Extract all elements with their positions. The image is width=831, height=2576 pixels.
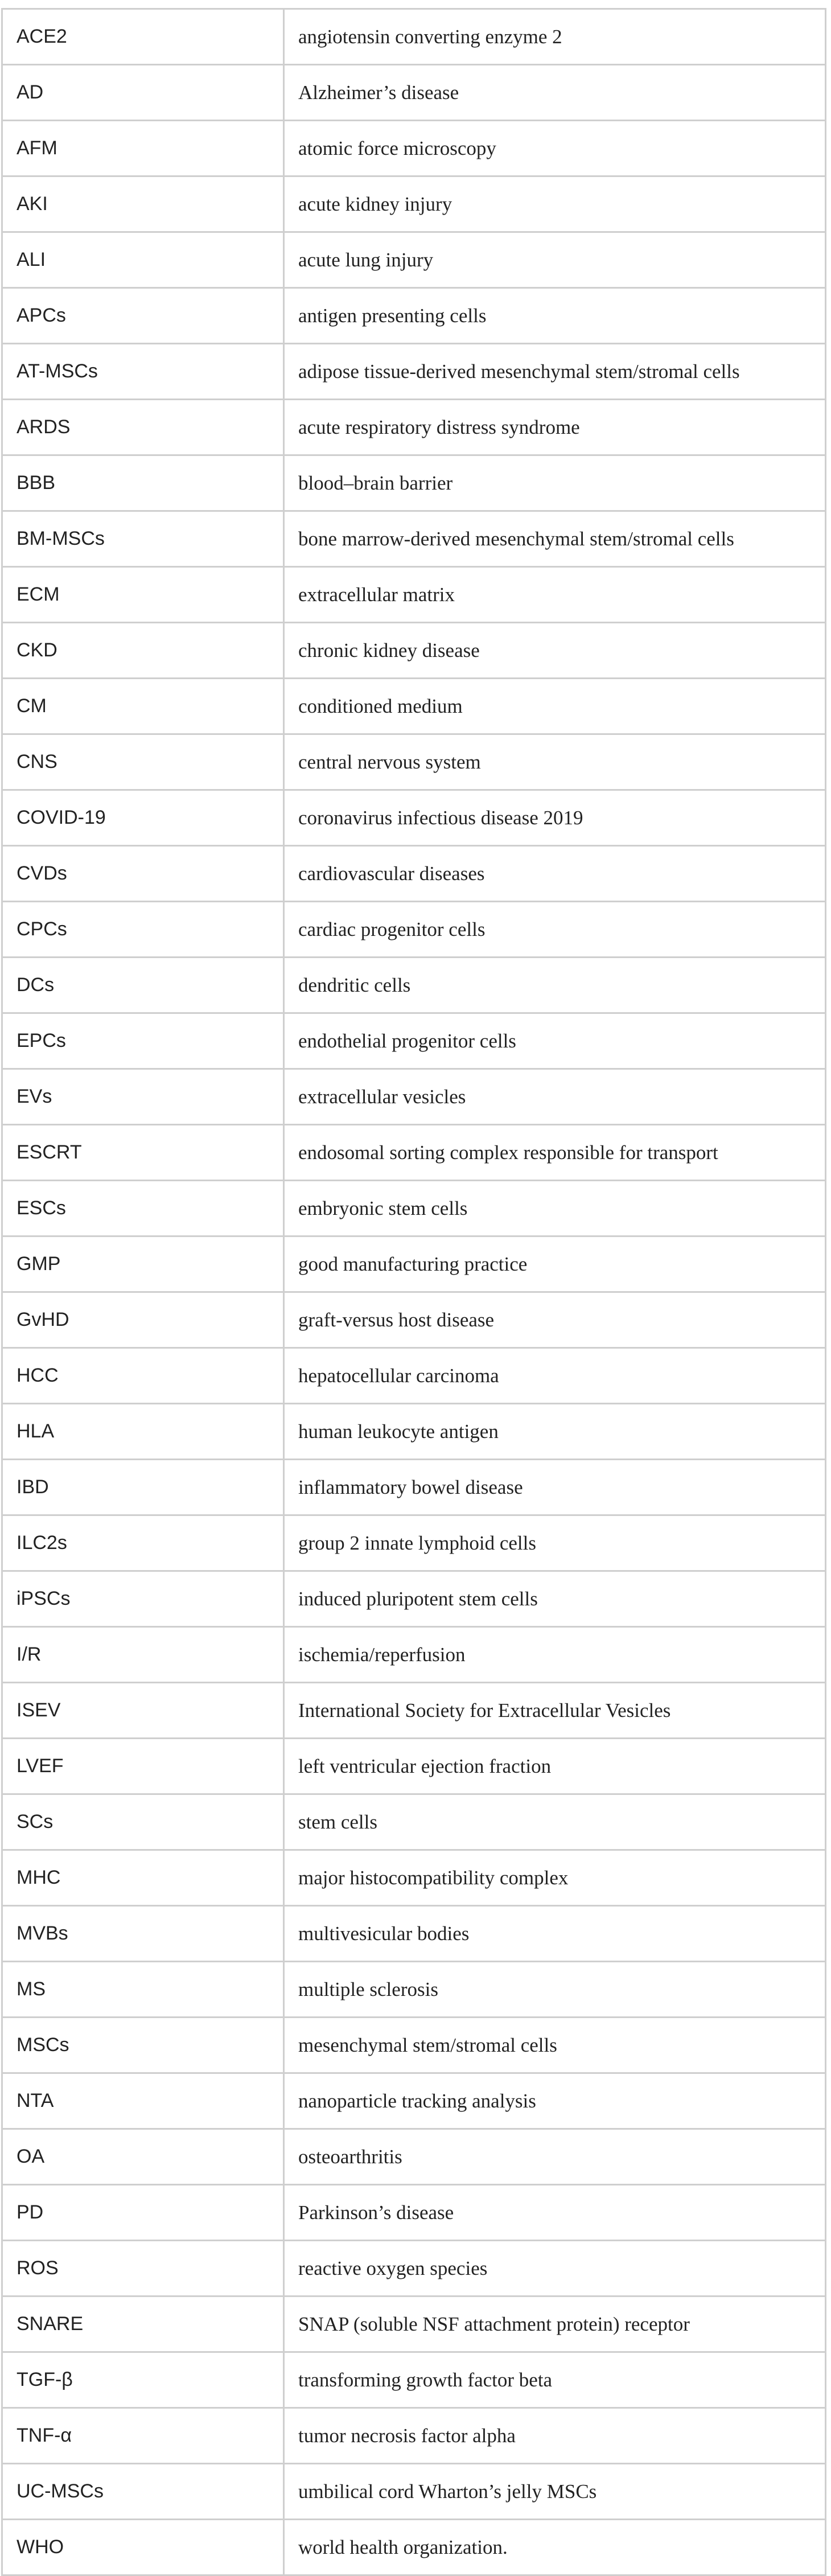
abbreviation-cell: TNF-α — [2, 2408, 284, 2464]
abbreviation-cell: ACE2 — [2, 9, 284, 65]
definition-cell: endosomal sorting complex responsible for transport — [284, 1125, 826, 1181]
abbreviation-cell: AD — [2, 65, 284, 121]
abbreviation-cell: COVID-19 — [2, 790, 284, 846]
abbreviations-table-body — [2, 9, 826, 2575]
table-row — [2, 1571, 826, 1627]
abbreviation-cell: PD — [2, 2185, 284, 2241]
table-row — [2, 65, 826, 121]
table-row — [2, 511, 826, 567]
abbreviation-cell: CM — [2, 679, 284, 734]
abbreviation-cell: SCs — [2, 1794, 284, 1850]
table-row — [2, 2520, 826, 2575]
definition-cell: reactive oxygen species — [284, 2241, 826, 2296]
definition-cell: graft-versus host disease — [284, 1292, 826, 1348]
table-row — [2, 679, 826, 734]
definition-cell: induced pluripotent stem cells — [284, 1571, 826, 1627]
definition-cell: ischemia/reperfusion — [284, 1627, 826, 1683]
abbreviation-cell: EPCs — [2, 1013, 284, 1069]
table-row — [2, 344, 826, 400]
definition-cell: extracellular vesicles — [284, 1069, 826, 1125]
abbreviation-cell: WHO — [2, 2520, 284, 2575]
abbreviation-cell: UC-MSCs — [2, 2464, 284, 2520]
definition-cell: major histocompatibility complex — [284, 1850, 826, 1906]
table-row — [2, 790, 826, 846]
definition-cell: atomic force microscopy — [284, 121, 826, 176]
definition-cell: acute kidney injury — [284, 176, 826, 232]
table-row — [2, 1739, 826, 1794]
table-row — [2, 2408, 826, 2464]
table-row — [2, 1794, 826, 1850]
definition-cell: nanoparticle tracking analysis — [284, 2073, 826, 2129]
table-row — [2, 1292, 826, 1348]
definition-cell: good manufacturing practice — [284, 1236, 826, 1292]
table-row — [2, 455, 826, 511]
abbreviation-cell: ROS — [2, 2241, 284, 2296]
abbreviation-cell: AT-MSCs — [2, 344, 284, 400]
abbreviation-cell: APCs — [2, 288, 284, 344]
table-row — [2, 734, 826, 790]
abbreviation-cell: HLA — [2, 1404, 284, 1460]
table-row — [2, 176, 826, 232]
abbreviation-cell: ARDS — [2, 400, 284, 455]
table-row — [2, 958, 826, 1013]
definition-cell: extracellular matrix — [284, 567, 826, 623]
definition-cell: osteoarthritis — [284, 2129, 826, 2185]
definition-cell: acute respiratory distress syndrome — [284, 400, 826, 455]
abbreviation-cell: BM-MSCs — [2, 511, 284, 567]
abbreviation-cell: ESCs — [2, 1181, 284, 1236]
definition-cell: cardiovascular diseases — [284, 846, 826, 902]
abbreviation-cell: HCC — [2, 1348, 284, 1404]
definition-cell: blood–brain barrier — [284, 455, 826, 511]
abbreviation-cell: MS — [2, 1962, 284, 2018]
definition-cell: group 2 innate lymphoid cells — [284, 1515, 826, 1571]
table-row — [2, 1348, 826, 1404]
table-row — [2, 288, 826, 344]
definition-cell: International Society for Extracellular Vesicles — [284, 1683, 826, 1739]
definition-cell: multiple sclerosis — [284, 1962, 826, 2018]
definition-cell: acute lung injury — [284, 232, 826, 288]
abbreviation-cell: ECM — [2, 567, 284, 623]
table-row — [2, 2352, 826, 2408]
table-row — [2, 1236, 826, 1292]
definition-cell: world health organization. — [284, 2520, 826, 2575]
abbreviation-cell: I/R — [2, 1627, 284, 1683]
table-row — [2, 2185, 826, 2241]
table-row — [2, 1515, 826, 1571]
table-row — [2, 1850, 826, 1906]
definition-cell: stem cells — [284, 1794, 826, 1850]
definition-cell: dendritic cells — [284, 958, 826, 1013]
table-row — [2, 232, 826, 288]
table-row — [2, 2018, 826, 2073]
definition-cell: cardiac progenitor cells — [284, 902, 826, 958]
table-row — [2, 2129, 826, 2185]
definition-cell: chronic kidney disease — [284, 623, 826, 679]
table-row — [2, 2073, 826, 2129]
table-row — [2, 1013, 826, 1069]
table-row — [2, 2296, 826, 2352]
abbreviation-cell: GMP — [2, 1236, 284, 1292]
definition-cell: embryonic stem cells — [284, 1181, 826, 1236]
abbreviations-table — [1, 8, 826, 2576]
abbreviation-cell: ILC2s — [2, 1515, 284, 1571]
abbreviation-cell: AFM — [2, 121, 284, 176]
definition-cell: multivesicular bodies — [284, 1906, 826, 1962]
abbreviation-cell: IBD — [2, 1460, 284, 1515]
abbreviation-cell: AKI — [2, 176, 284, 232]
definition-cell: conditioned medium — [284, 679, 826, 734]
table-row — [2, 2241, 826, 2296]
definition-cell: left ventricular ejection fraction — [284, 1739, 826, 1794]
abbreviation-cell: CNS — [2, 734, 284, 790]
table-row — [2, 1404, 826, 1460]
table-row — [2, 623, 826, 679]
definition-cell: Parkinson’s disease — [284, 2185, 826, 2241]
abbreviation-cell: EVs — [2, 1069, 284, 1125]
abbreviation-cell: GvHD — [2, 1292, 284, 1348]
definition-cell: inflammatory bowel disease — [284, 1460, 826, 1515]
definition-cell: Alzheimer’s disease — [284, 65, 826, 121]
table-row — [2, 1125, 826, 1181]
definition-cell: mesenchymal stem/stromal cells — [284, 2018, 826, 2073]
table-row — [2, 567, 826, 623]
abbreviation-cell: MSCs — [2, 2018, 284, 2073]
abbreviation-cell: MVBs — [2, 1906, 284, 1962]
table-row — [2, 121, 826, 176]
definition-cell: transforming growth factor beta — [284, 2352, 826, 2408]
table-row — [2, 1069, 826, 1125]
abbreviation-cell: ALI — [2, 232, 284, 288]
abbreviation-cell: NTA — [2, 2073, 284, 2129]
definition-cell: adipose tissue-derived mesenchymal stem/stromal cells — [284, 344, 826, 400]
definition-cell: SNAP (soluble NSF attachment protein) receptor — [284, 2296, 826, 2352]
abbreviation-cell: OA — [2, 2129, 284, 2185]
table-row — [2, 9, 826, 65]
table-row — [2, 400, 826, 455]
table-row — [2, 1906, 826, 1962]
abbreviation-cell: SNARE — [2, 2296, 284, 2352]
definition-cell: antigen presenting cells — [284, 288, 826, 344]
definition-cell: endothelial progenitor cells — [284, 1013, 826, 1069]
abbreviation-cell: iPSCs — [2, 1571, 284, 1627]
abbreviation-cell: MHC — [2, 1850, 284, 1906]
definition-cell: hepatocellular carcinoma — [284, 1348, 826, 1404]
abbreviation-cell: CKD — [2, 623, 284, 679]
abbreviation-cell: BBB — [2, 455, 284, 511]
definition-cell: tumor necrosis factor alpha — [284, 2408, 826, 2464]
abbreviation-cell: ESCRT — [2, 1125, 284, 1181]
table-row — [2, 1962, 826, 2018]
definition-cell: umbilical cord Wharton’s jelly MSCs — [284, 2464, 826, 2520]
abbreviation-cell: DCs — [2, 958, 284, 1013]
definition-cell: coronavirus infectious disease 2019 — [284, 790, 826, 846]
table-row — [2, 1460, 826, 1515]
table-row — [2, 846, 826, 902]
table-row — [2, 1181, 826, 1236]
table-row — [2, 1683, 826, 1739]
definition-cell: human leukocyte antigen — [284, 1404, 826, 1460]
table-row — [2, 2464, 826, 2520]
abbreviation-cell: LVEF — [2, 1739, 284, 1794]
table-row — [2, 902, 826, 958]
definition-cell: bone marrow-derived mesenchymal stem/stromal cells — [284, 511, 826, 567]
definition-cell: central nervous system — [284, 734, 826, 790]
table-row — [2, 1627, 826, 1683]
abbreviation-cell: ISEV — [2, 1683, 284, 1739]
abbreviation-cell: CVDs — [2, 846, 284, 902]
abbreviation-cell: TGF-β — [2, 2352, 284, 2408]
definition-cell: angiotensin converting enzyme 2 — [284, 9, 826, 65]
abbreviation-cell: CPCs — [2, 902, 284, 958]
